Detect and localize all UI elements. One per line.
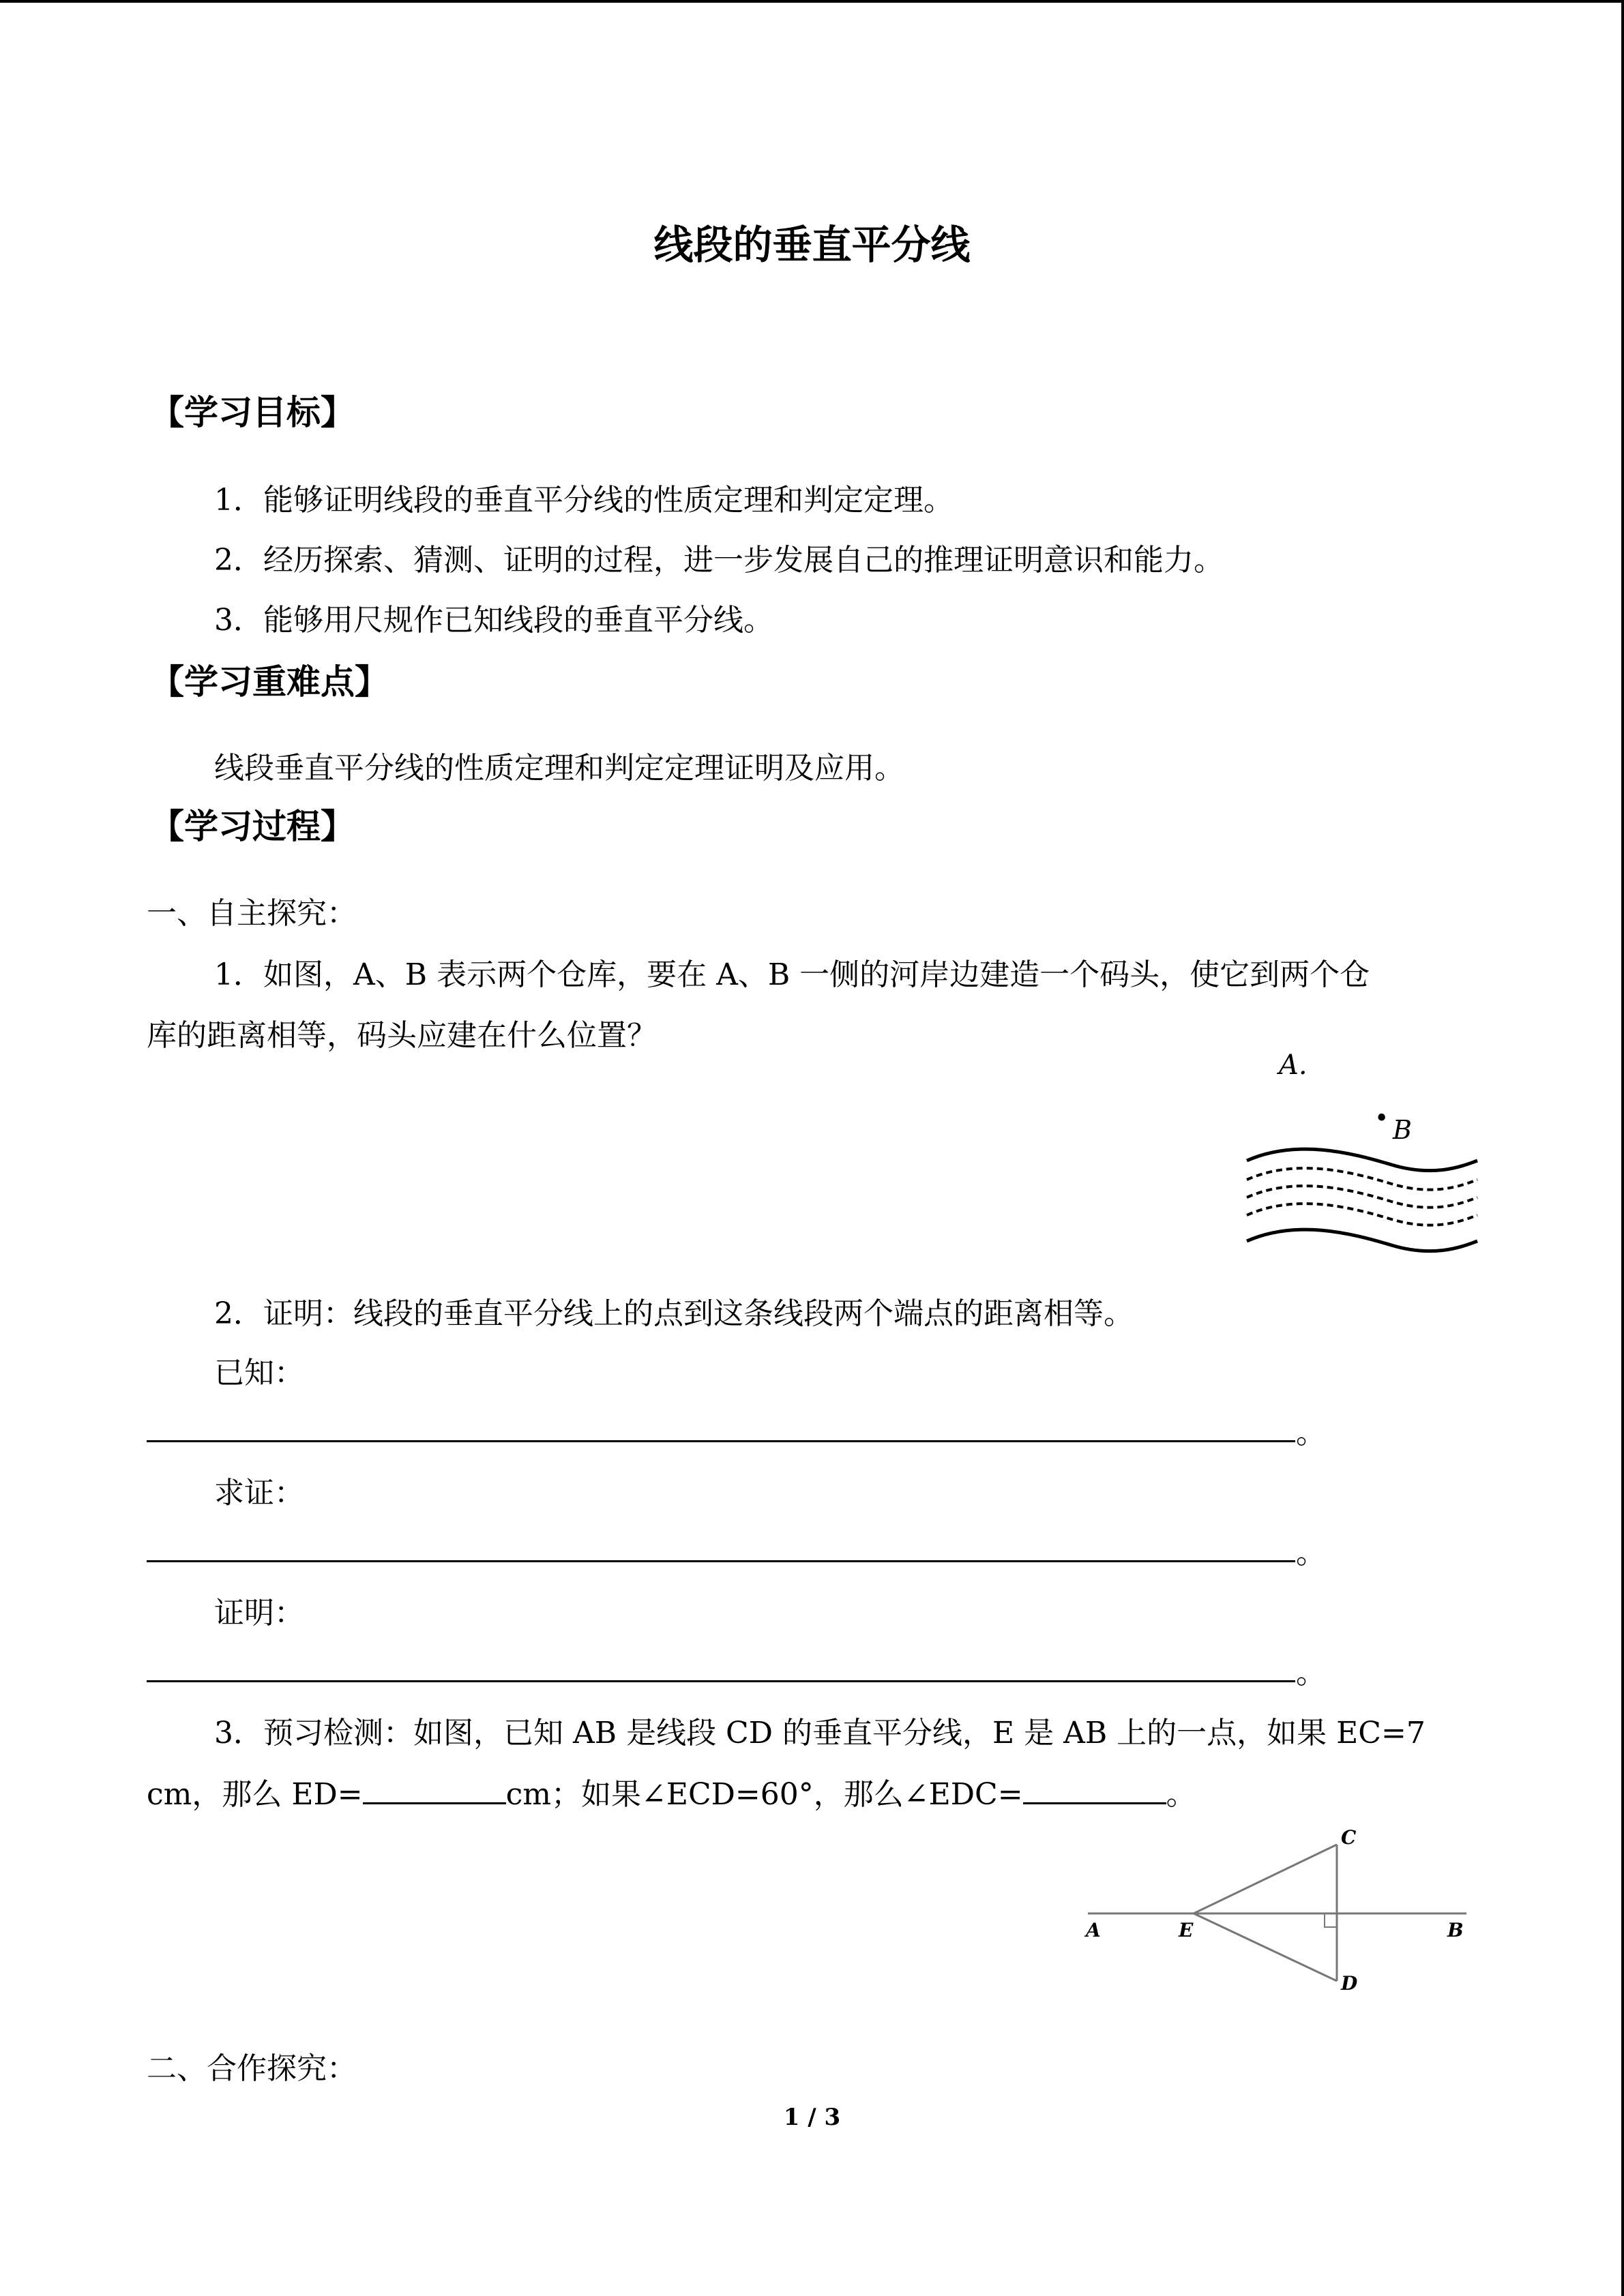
known-line-end: 。 (1296, 1416, 1326, 1450)
point-c-label: C (1341, 1826, 1357, 1849)
process-heading: 【学习过程】 (150, 807, 355, 846)
part2-heading: 二、合作探究： (147, 2051, 357, 2086)
prove-label: 求证： (214, 1476, 304, 1510)
proof-line-end: 。 (1296, 1656, 1326, 1690)
river-bank-top (1247, 1149, 1477, 1171)
warehouse-b-label: B (1393, 1115, 1412, 1145)
question-3-part-b: cm；如果∠ECD=60°，那么∠EDC= (505, 1777, 1023, 1812)
point-a-label: A (1086, 1919, 1101, 1941)
perpendicular-bisector-figure (1071, 1821, 1480, 2005)
warehouse-a-label: A. (1279, 1049, 1308, 1081)
river-bank-bottom (1247, 1229, 1477, 1251)
question-1-line-2: 库的距离相等，码头应建在什么位置？ (147, 1018, 657, 1053)
edc-angle-blank[interactable] (1023, 1775, 1166, 1804)
key-points-text: 线段垂直平分线的性质定理和判定定理证明及应用。 (214, 751, 904, 786)
goals-heading: 【学习目标】 (150, 393, 355, 432)
point-b-label: B (1447, 1919, 1464, 1941)
right-angle-mark (1325, 1913, 1337, 1927)
page-number: 1 / 3 (783, 2104, 841, 2131)
key-points-heading: 【学习重难点】 (150, 662, 389, 702)
warehouse-b-dot: • (1374, 1105, 1389, 1133)
question-3-part-c: 。 (1166, 1777, 1196, 1812)
river-figure (1235, 1043, 1487, 1262)
point-d-label: D (1341, 1972, 1358, 1995)
ed-length-blank[interactable] (363, 1775, 506, 1804)
proof-answer-line[interactable] (147, 1680, 1295, 1682)
page-title: 线段的垂直平分线 (653, 222, 971, 268)
page-border-right (1621, 0, 1624, 2296)
segment-ed (1194, 1913, 1337, 1981)
question-2-text: 2．证明：线段的垂直平分线上的点到这条线段两个端点的距离相等。 (214, 1296, 1134, 1331)
goal-item-1: 1．能够证明线段的垂直平分线的性质定理和判定定理。 (214, 483, 954, 518)
point-e-label: E (1179, 1919, 1194, 1941)
goal-item-3: 3．能够用尺规作已知线段的垂直平分线。 (214, 603, 773, 638)
page-border-top (0, 0, 1624, 3)
question-1-line-1: 1．如图，A、B 表示两个仓库，要在 A、B 一侧的河岸边建造一个码头，使它到两个仓 (214, 957, 1370, 992)
question-3-part-a: cm，那么 ED= (147, 1777, 363, 1812)
question-3-line-2 (147, 1770, 1196, 1813)
prove-line-end: 。 (1296, 1536, 1326, 1570)
known-label: 已知： (214, 1356, 304, 1390)
goal-item-2: 2．经历探索、猜测、证明的过程，进一步发展自己的推理证明意识和能力。 (214, 543, 1224, 578)
part1-heading: 一、自主探究： (147, 896, 357, 931)
known-answer-line[interactable] (147, 1440, 1295, 1442)
proof-label: 证明： (214, 1596, 304, 1630)
question-3-line-1: 3．预习检测：如图，已知 AB 是线段 CD 的垂直平分线，E 是 AB 上的一点，如果 EC=7 (214, 1716, 1426, 1750)
prove-answer-line[interactable] (147, 1560, 1295, 1562)
segment-ec (1194, 1845, 1337, 1913)
